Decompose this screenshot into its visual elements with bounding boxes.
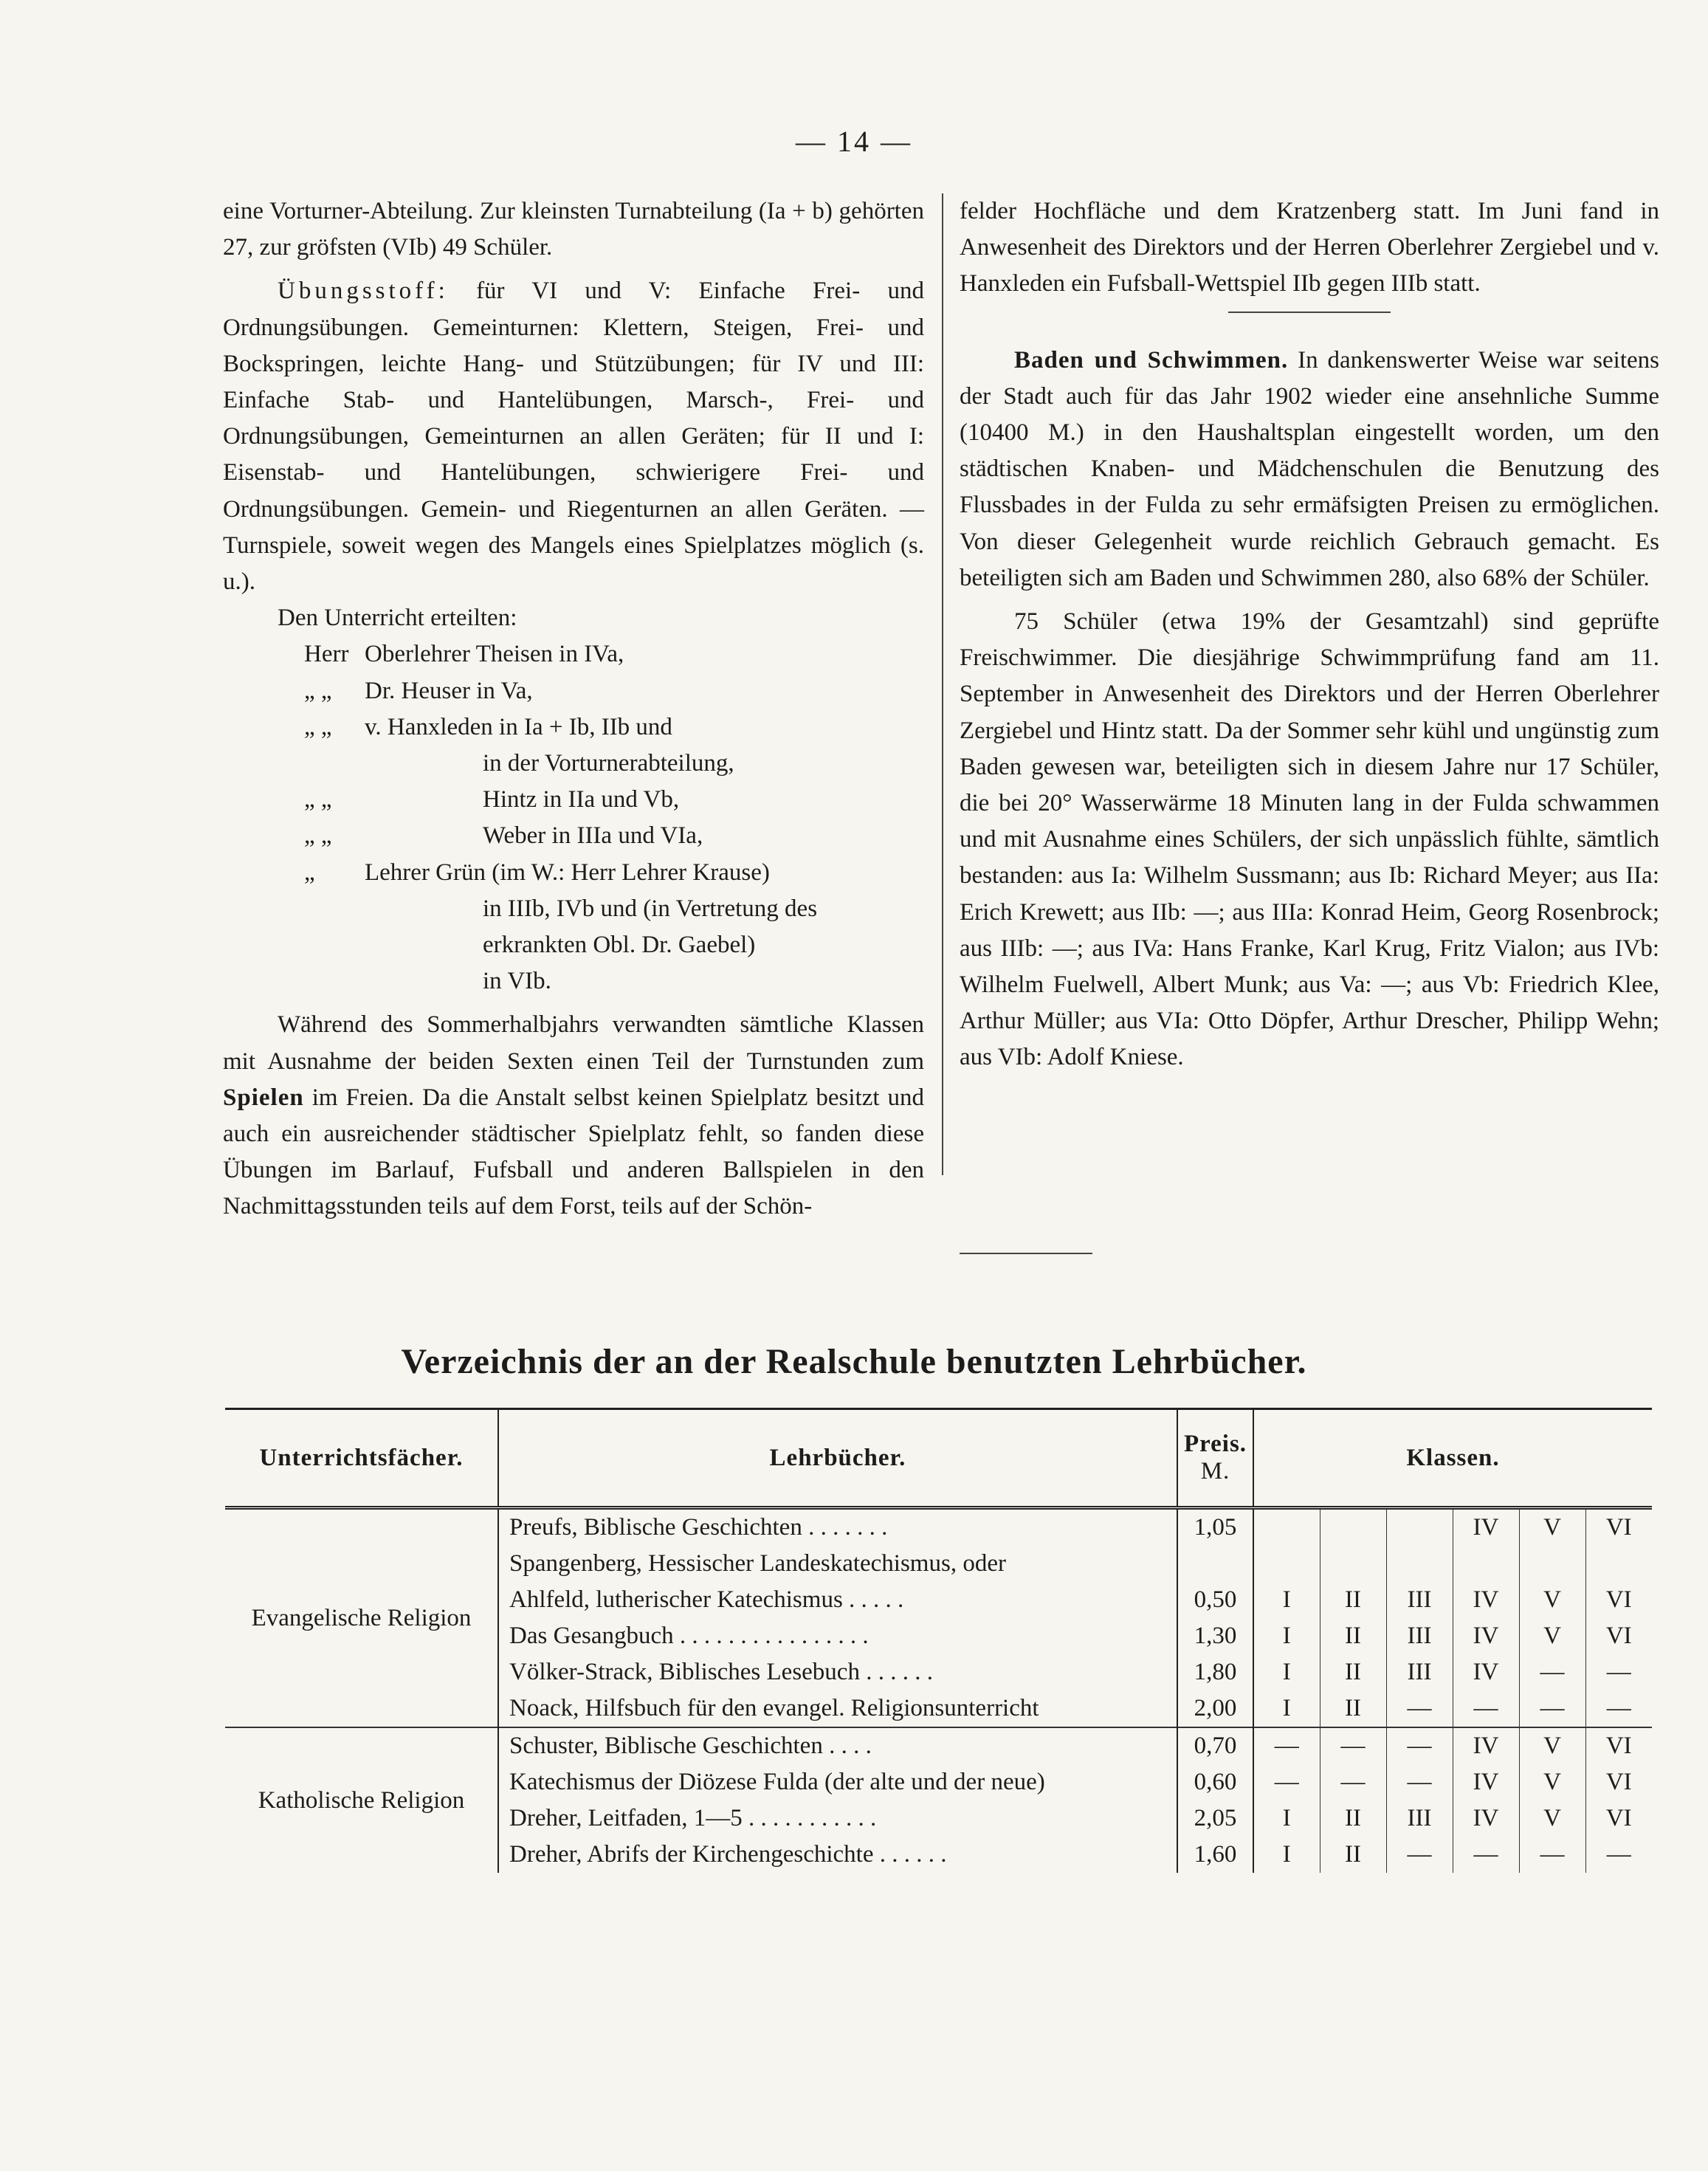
class-cell <box>1320 1546 1386 1582</box>
teacher-entry: Weber in IIIa und VIa, <box>483 822 703 850</box>
paragraph-baden <box>960 343 1659 596</box>
class-cell: IV <box>1453 1618 1519 1654</box>
class-cell <box>1253 1546 1320 1582</box>
class-cell: VI <box>1585 1800 1652 1837</box>
teacher-row <box>223 855 924 891</box>
paragraph-freischwimmer: 75 Schüler (etwa 19% der Gesamtzahl) sind geprüfte Freischwimmer. Die diesjährige Schwimmprüfung fand am 11. September in Anwesenheit des Direktors und der Herren Oberlehrer Zergiebel und Hintz statt. Da der Sommer sehr kühl und ungünstig zum Baden gewesen war, beteiligten sich in diesem Jahre nur 17 Schüler, die bei 20° Wasserwärme 18 Minuten lang in der Fulda schwammen und mit Ausnahme eines Schülers, der sich unpässlich fühlte, sämtlich bestanden: aus Ia: Wilhelm Sussmann; aus Ib: Richard Meyer; aus IIa: Erich Krewett; aus IIb: —; aus IIIa: Konrad Heim, Georg Rosenbrock; aus IIIb: —; aus IVa: Hans Franke, Karl Krug, Fritz Vialon; aus IVb: Wilhelm Fuelwell, Albert Munk; aus Va: —; aus Vb: Friedrich Klee, Arthur Müller; aus VIa: Otto Döpfer, Arthur Drescher, Philipp Wehn; aus VIb: Adolf Kniese. <box>960 608 1659 1071</box>
class-cell: II <box>1320 1800 1386 1837</box>
teacher-prefix: „ „ <box>304 677 332 704</box>
book-cell: Dreher, Abrifs der Kirchengeschichte . . . . . . <box>509 1841 947 1868</box>
class-cell: — <box>1453 1837 1519 1873</box>
class-cell: I <box>1253 1690 1320 1727</box>
class-cell: — <box>1519 1690 1585 1727</box>
class-cell: — <box>1585 1837 1652 1873</box>
book-cell: Schuster, Biblische Geschichten . . . . <box>498 1727 1177 1764</box>
price-cell: 0,60 <box>1177 1764 1253 1800</box>
spielen-text-a: Während des Sommerhalbjahrs verwandten sämtliche Klassen mit Ausnahme der beiden Sexten einen Teil der Turnstunden zum <box>223 1011 924 1075</box>
column-divider <box>942 193 943 1175</box>
class-cell: II <box>1320 1690 1386 1727</box>
subject-katholisch: Katholische Religion <box>225 1727 498 1873</box>
spielen-bold: Spielen <box>223 1084 304 1111</box>
class-cell: VI <box>1585 1764 1652 1800</box>
class-cell: — <box>1386 1727 1453 1764</box>
page-number: — 14 — <box>796 125 912 158</box>
class-cell: IV <box>1453 1582 1519 1618</box>
class-cell: V <box>1519 1508 1585 1546</box>
uebungsstoff-text: für VI und V: Einfache Frei- und Ordnungsübungen. Gemeinturnen: Klettern, Steigen, Frei- und Bockspringen, leichte Hang- und Stützübungen; für IV und III: Einfache Stab- und Hantelübungen, Marsch-, Frei- und Ordnungsübungen, Gemeinturnen an allen Geräten; für II und I: Eisenstab- und Hantelübungen, schwierigere Frei- und Ordnungsübungen. Gemein- und Riegenturnen an allen Geräten. — Turnspiele, soweit wegen des Mangels eines Spielplatzes möglich (s. u.). <box>223 278 924 596</box>
class-cell: — <box>1253 1764 1320 1800</box>
class-cell: — <box>1386 1837 1453 1873</box>
teacher-entry: v. Hanxleden in Ia + Ib, IIb und <box>365 713 672 740</box>
class-cell: III <box>1386 1582 1453 1618</box>
book-cell: Ahlfeld, lutherischer Katechismus . . . . . <box>509 1586 904 1613</box>
teacher-row <box>223 818 924 854</box>
price-cell: 1,80 <box>1177 1654 1253 1690</box>
class-cell: IV <box>1453 1727 1519 1764</box>
table-header-row <box>225 1409 1652 1508</box>
class-cell: I <box>1253 1800 1320 1837</box>
teacher-row <box>223 636 924 672</box>
class-cell <box>1519 1546 1585 1582</box>
header-subjects: Unterrichtsfächer. <box>225 1409 498 1508</box>
class-cell: — <box>1253 1727 1320 1764</box>
class-cell <box>1253 1508 1320 1546</box>
class-cell: — <box>1386 1690 1453 1727</box>
teacher-prefix <box>223 746 365 782</box>
price-cell: 0,50 <box>1177 1582 1253 1618</box>
teacher-prefix: „ „ <box>304 822 332 850</box>
class-cell <box>1453 1546 1519 1582</box>
class-cell: — <box>1320 1727 1386 1764</box>
book-cell: Dreher, Leitfaden, 1—5 . . . . . . . . . . . <box>509 1805 877 1831</box>
spielen-text-b: im Freien. Da die Anstalt selbst keinen Spielplatz besitzt und auch ein ausreichender städtischer Spielplatz fehlt, so fanden diese Übungen im Barlauf, Fufsball und anderen Ballspielen in den Nachmittagsstunden teils auf dem Forst, teils auf der Schön- <box>223 1084 925 1220</box>
book-cell: Spangenberg, Hessischer Landeskatechismus, oder <box>509 1550 1006 1577</box>
teacher-entry: erkrankten Obl. Dr. Gaebel) <box>483 932 756 959</box>
teacher-row <box>223 927 924 963</box>
class-cell: VI <box>1585 1727 1652 1764</box>
paragraph-fussball: felder Hochfläche und dem Kratzenberg statt. Im Juni fand in Anwesenheit des Direktors und der Herren Oberlehrer Zergiebel und v. Hanxleden ein Fufsball-Wettspiel IIb gegen IIIb statt. <box>960 198 1659 297</box>
book-cell: Noack, Hilfsbuch für den evangel. Religionsunterricht <box>509 1695 1039 1721</box>
paragraph-spielen <box>223 1007 924 1225</box>
price-cell: 2,05 <box>1177 1800 1253 1837</box>
class-cell: VI <box>1585 1508 1652 1546</box>
teacher-row <box>223 782 924 818</box>
paragraph-uebungsstoff <box>223 273 924 600</box>
left-column <box>223 193 924 1225</box>
class-cell: V <box>1519 1800 1585 1837</box>
teacher-prefix: Herr <box>304 641 349 668</box>
teachers-intro: Den Unterricht erteilten: <box>278 605 517 632</box>
teacher-entry: Dr. Heuser in Va, <box>365 677 533 704</box>
class-cell: III <box>1386 1800 1453 1837</box>
teacher-entry: Hintz in IIa und Vb, <box>483 786 680 813</box>
class-cell: III <box>1386 1654 1453 1690</box>
class-cell: I <box>1253 1618 1320 1654</box>
price-cell: 2,00 <box>1177 1690 1253 1727</box>
class-cell: — <box>1519 1654 1585 1690</box>
textbook-table <box>225 1408 1652 1873</box>
table-title: Verzeichnis der an der Realschule benutzten Lehrbücher. <box>401 1342 1307 1381</box>
header-classes: Klassen. <box>1253 1409 1652 1508</box>
paragraph-turnabteilung: eine Vorturner-Abteilung. Zur kleinsten Turnabteilung (Ia + b) gehörten 27, zur gröfsten (VIb) 49 Schüler. <box>223 198 924 261</box>
class-cell: V <box>1519 1727 1585 1764</box>
class-cell: IV <box>1453 1654 1519 1690</box>
price-cell: 1,30 <box>1177 1618 1253 1654</box>
class-cell: IV <box>1453 1508 1519 1546</box>
class-cell: II <box>1320 1837 1386 1873</box>
teacher-entry: Lehrer Grün (im W.: Herr Lehrer Krause) <box>365 859 770 886</box>
header-price-unit: M. <box>1200 1458 1230 1484</box>
table-row <box>225 1727 1652 1764</box>
teacher-list <box>223 636 924 1000</box>
class-cell: — <box>1320 1764 1386 1800</box>
teacher-entry: in IIIb, IVb und (in Vertretung des <box>483 895 818 922</box>
class-cell: I <box>1253 1837 1320 1873</box>
teacher-prefix <box>223 963 365 1000</box>
price-cell: 1,60 <box>1177 1837 1253 1873</box>
class-cell: VI <box>1585 1582 1652 1618</box>
class-cell <box>1320 1508 1386 1546</box>
price-cell: 1,05 <box>1177 1508 1253 1546</box>
book-cell: Katechismus der Diözese Fulda (der alte und der neue) <box>509 1769 1045 1795</box>
class-cell <box>1386 1508 1453 1546</box>
right-column <box>960 193 1659 1076</box>
class-cell: II <box>1320 1582 1386 1618</box>
class-cell: V <box>1519 1618 1585 1654</box>
class-cell: — <box>1519 1837 1585 1873</box>
teacher-prefix <box>223 927 365 963</box>
class-cell: III <box>1386 1618 1453 1654</box>
book-cell: Das Gesangbuch . . . . . . . . . . . . . . . . <box>509 1623 869 1649</box>
section-divider <box>1228 312 1391 313</box>
teacher-row <box>223 673 924 709</box>
class-cell: II <box>1320 1618 1386 1654</box>
book-cell: Preufs, Biblische Geschichten . . . . . . . <box>509 1514 888 1541</box>
class-cell: — <box>1386 1764 1453 1800</box>
class-cell: IV <box>1453 1764 1519 1800</box>
teacher-row <box>223 891 924 927</box>
class-cell: — <box>1453 1690 1519 1727</box>
class-cell: IV <box>1453 1800 1519 1837</box>
class-cell: I <box>1253 1582 1320 1618</box>
teacher-row <box>223 709 924 746</box>
class-cell: — <box>1585 1654 1652 1690</box>
class-cell <box>1386 1546 1453 1582</box>
column-end-rule <box>960 1253 1092 1254</box>
book-cell: Völker-Strack, Biblisches Lesebuch . . . . . . <box>509 1659 933 1685</box>
teacher-entry: in VIb. <box>483 968 551 995</box>
teacher-row <box>223 746 924 782</box>
teacher-prefix: „ <box>304 859 315 886</box>
header-books: Lehrbücher. <box>498 1409 1177 1508</box>
teacher-entry: in der Vorturnerabteilung, <box>483 750 734 777</box>
header-price <box>1177 1409 1253 1508</box>
baden-heading: Baden und Schwimmen. <box>1014 346 1289 374</box>
class-cell: I <box>1253 1654 1320 1690</box>
baden-text: In dankenswerter Weise war seitens der Stadt auch für das Jahr 1902 wieder eine ansehnliche Summe (10400 M.) in den Haushaltsplan eingestellt worden, um den städtischen Knaben- und Mädchenschulen die Benutzung des Flussbades in der Fulda zu sehr ermäfsigten Preisen zu ermöglichen. Von dieser Gelegenheit wurde reichlich Gebrauch gemacht. Es beteiligten sich am Baden und Schwimmen 280, also 68% der Schüler. <box>960 346 1659 591</box>
class-cell <box>1585 1546 1652 1582</box>
teacher-row <box>223 963 924 1000</box>
class-cell: — <box>1585 1690 1652 1727</box>
header-price-label: Preis. <box>1183 1431 1247 1457</box>
teacher-prefix: „ „ <box>304 786 332 813</box>
table-row <box>225 1508 1652 1546</box>
teacher-entry: Oberlehrer Theisen in IVa, <box>365 641 624 668</box>
class-cell: V <box>1519 1764 1585 1800</box>
uebungsstoff-label: Übungsstoff: <box>278 278 449 305</box>
price-cell: 0,70 <box>1177 1727 1253 1764</box>
class-cell: V <box>1519 1582 1585 1618</box>
subject-evangelisch: Evangelische Religion <box>225 1508 498 1728</box>
teacher-prefix: „ „ <box>304 713 332 740</box>
teacher-prefix <box>223 891 365 927</box>
class-cell: II <box>1320 1654 1386 1690</box>
class-cell: VI <box>1585 1618 1652 1654</box>
price-cell <box>1177 1546 1253 1582</box>
